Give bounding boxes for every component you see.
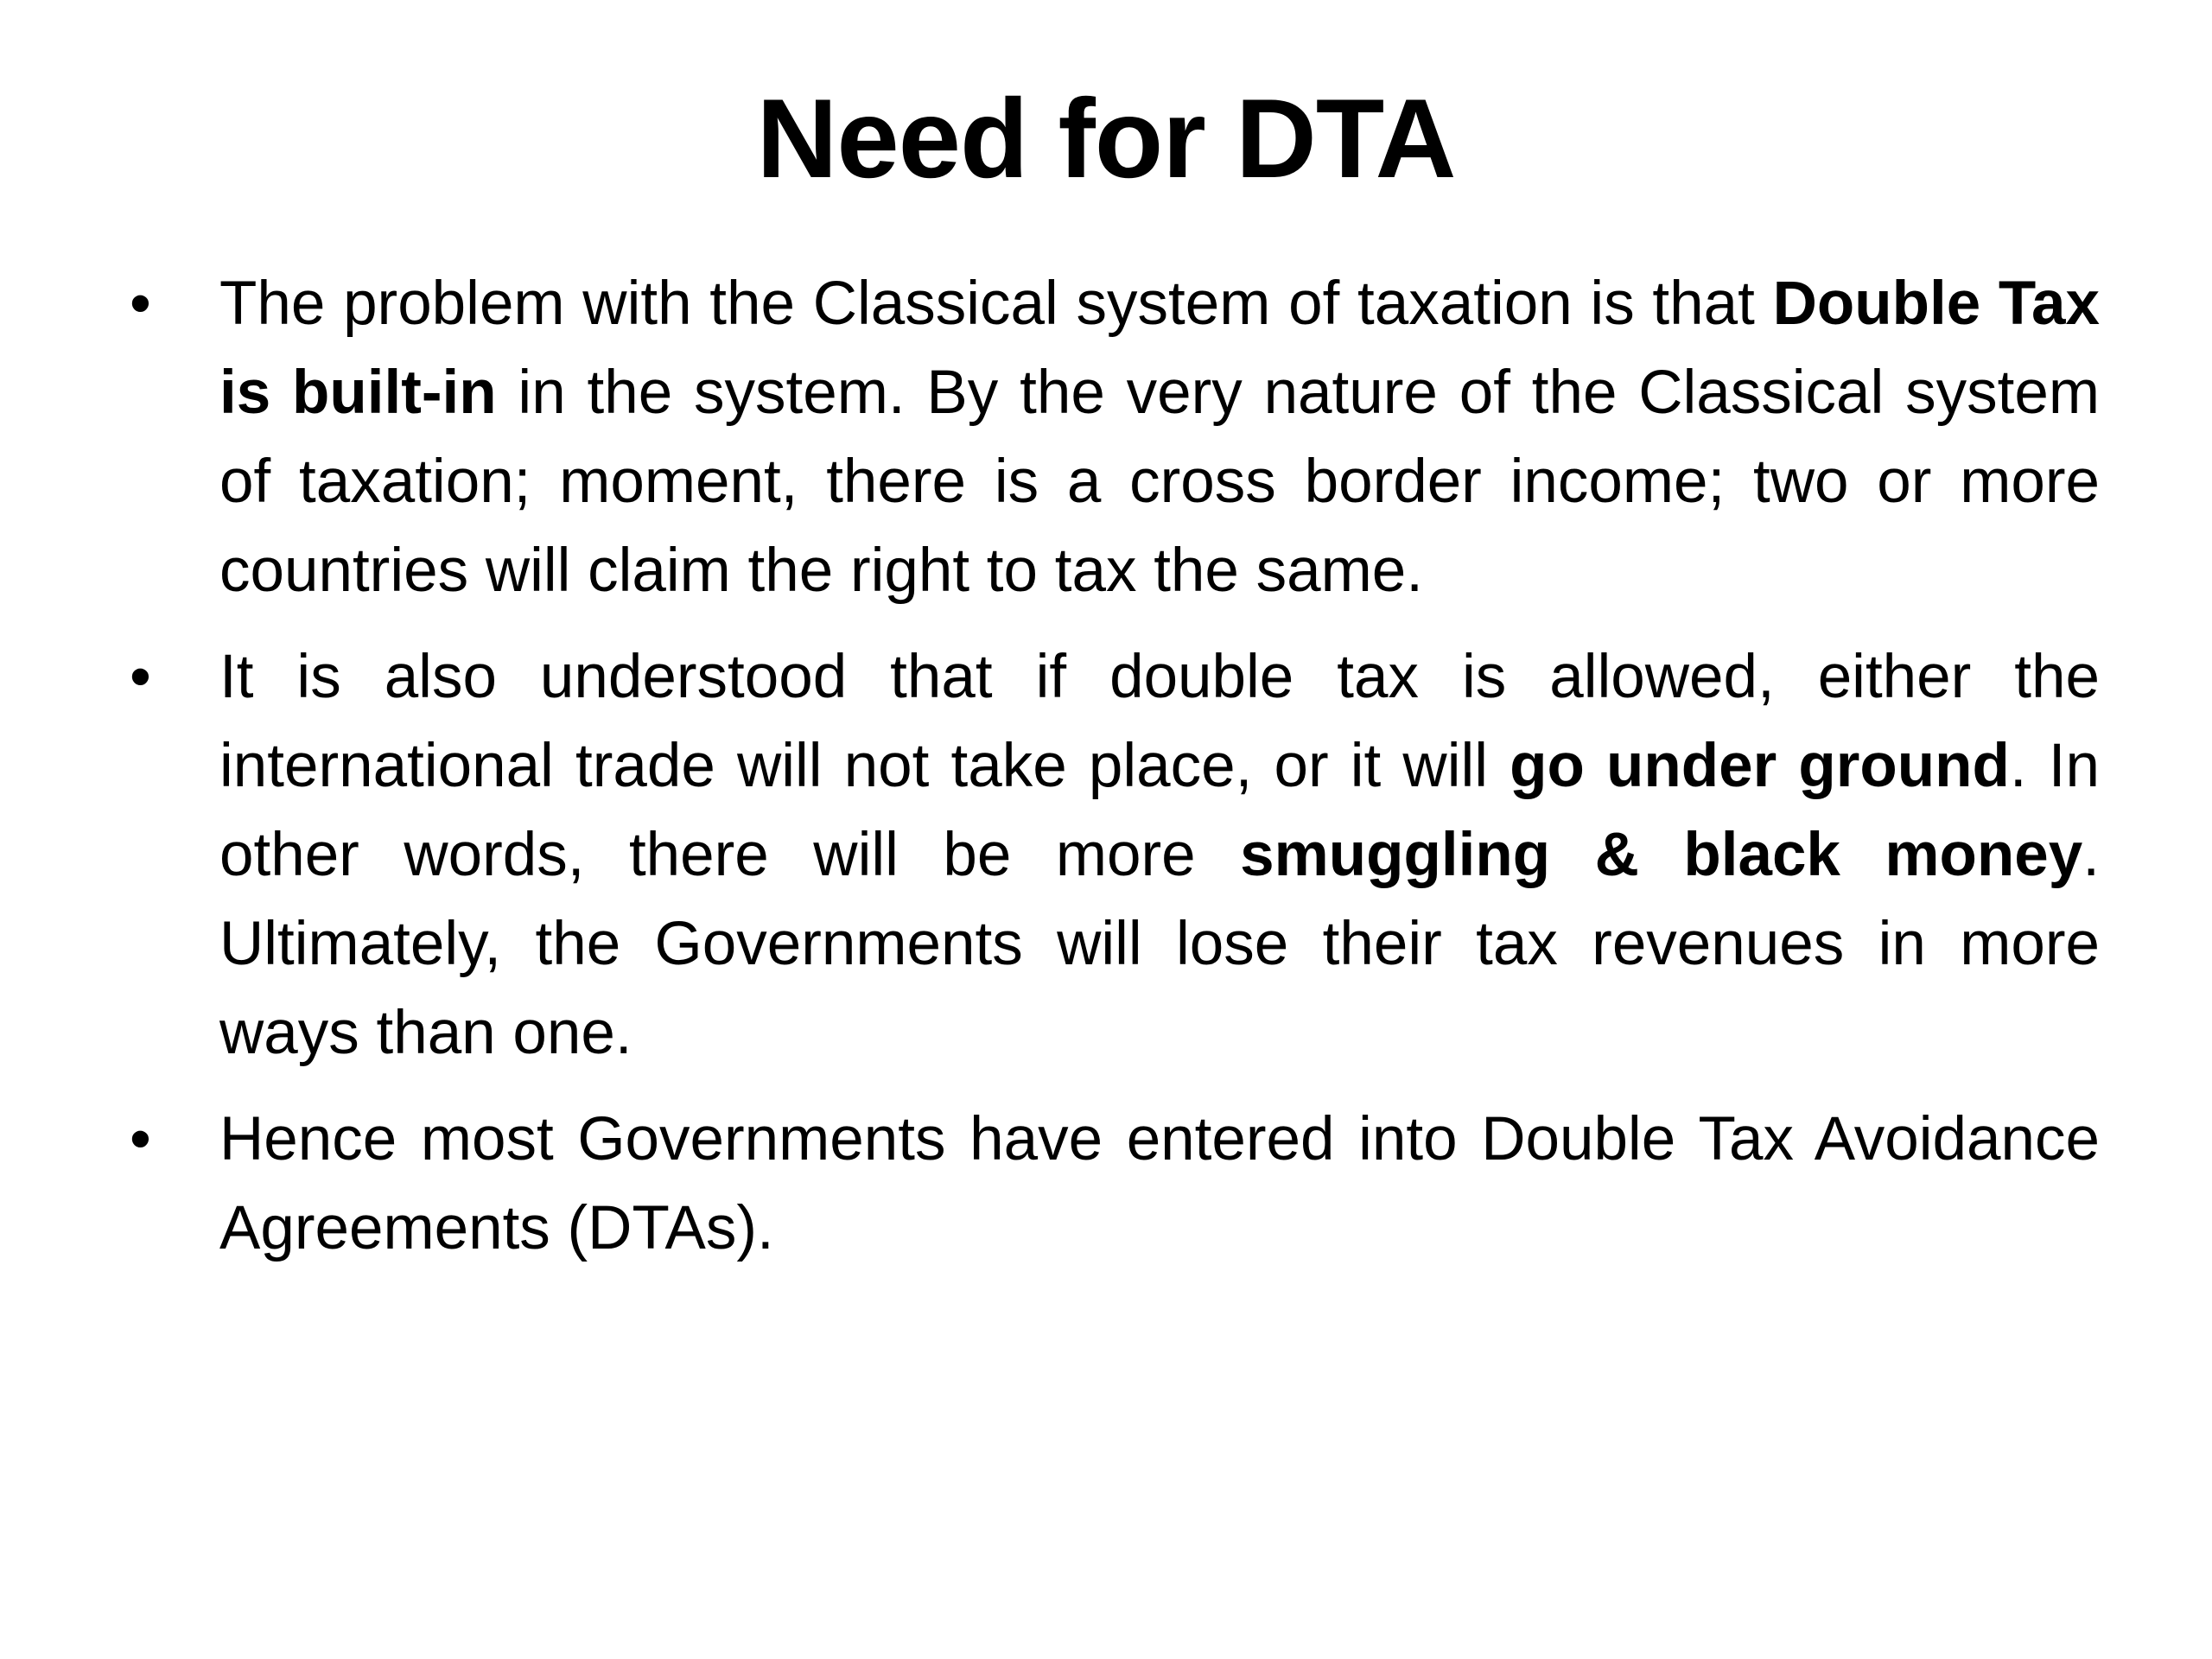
bullet-text-run: Hence most Governments have entered into Double Tax Avoidance Agreements (DTAs).	[219, 1105, 2100, 1262]
bullet-text-run: . Ultimately, the Governments will lose their tax revenues in more ways than one.	[219, 821, 2100, 1067]
bullet-marker: •	[130, 1105, 151, 1173]
bullet-marker: •	[130, 270, 151, 338]
bullet-text-run: It is also understood that if double tax is allowed, either the international trade will not take place, or it will	[219, 643, 2100, 800]
bullet-text-run: in the system. By the very nature of the Classical system of taxation; moment, there is a cross border income; two or more countries will claim the right to tax the same.	[219, 359, 2100, 605]
bullet-item	[130, 632, 2100, 1077]
bullet-bold-run: Double Tax is built-in	[219, 270, 2100, 427]
bullet-list	[130, 259, 2100, 1290]
bullet-marker: •	[130, 643, 151, 711]
slide-title: Need for DTA	[756, 75, 1456, 201]
bullet-item	[130, 1095, 2100, 1273]
bullet-text-run: The problem with the Classical system of taxation is that	[219, 270, 1773, 338]
bullet-bold-run: go under ground	[1510, 732, 2010, 800]
bullet-item	[130, 259, 2100, 615]
bullet-bold-run: smuggling & black money	[1240, 821, 2083, 889]
bullet-text-run: . In other words, there will be more	[219, 732, 2101, 889]
